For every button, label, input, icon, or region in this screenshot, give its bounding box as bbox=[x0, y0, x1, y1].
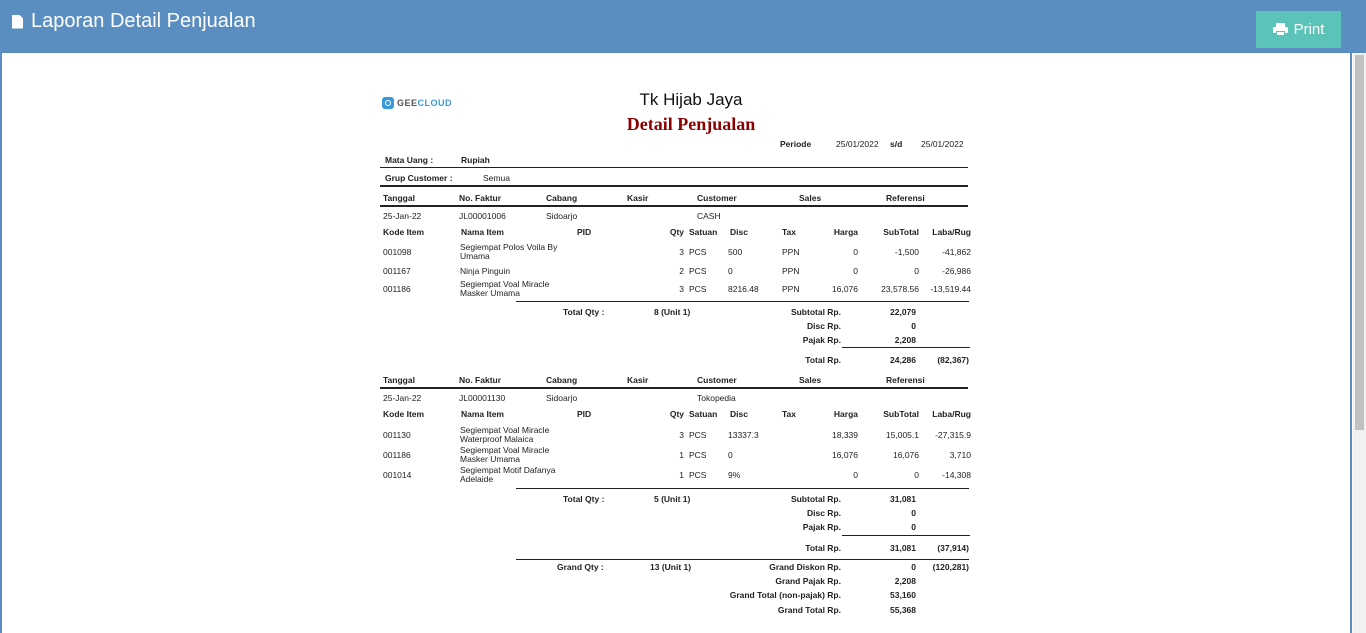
item-header-cell: Qty bbox=[669, 227, 684, 237]
invoice-branch: Sidoarjo bbox=[546, 211, 578, 221]
print-button-label: Print bbox=[1293, 21, 1325, 38]
item-code: 001167 bbox=[383, 266, 411, 276]
disc-value: 0 bbox=[911, 321, 916, 331]
invoice-branch: Sidoarjo bbox=[546, 393, 578, 403]
item-header-cell: Laba/Rug bbox=[932, 227, 971, 237]
invoice-header-cell: Cabang bbox=[546, 375, 578, 385]
grand-diskon-label: Grand Diskon Rp. bbox=[769, 562, 841, 572]
divider bbox=[380, 185, 968, 187]
item-header-cell: Laba/Rug bbox=[932, 409, 971, 419]
disc-label: Disc Rp. bbox=[806, 508, 841, 518]
grand-laba-value: (120,281) bbox=[932, 562, 969, 572]
total-label: Total Rp. bbox=[805, 355, 841, 365]
invoice-number: JL00001006 bbox=[459, 211, 506, 221]
item-header-cell: Kode Item bbox=[383, 227, 425, 237]
grand-qty-value: 13 (Unit 1) bbox=[650, 562, 692, 572]
item-qty: 2 bbox=[679, 266, 684, 276]
item-header-cell: Qty bbox=[669, 409, 684, 419]
invoice-header-cell: Customer bbox=[697, 375, 737, 385]
item-name: Segiempat Voal Miracle bbox=[460, 425, 550, 435]
item-name-continued: Waterproof Malaica bbox=[460, 434, 534, 444]
invoice-header-cell: Kasir bbox=[627, 193, 649, 203]
invoice-header-cell: Sales bbox=[799, 193, 822, 203]
item-header-cell: Satuan bbox=[689, 227, 718, 237]
item-header-cell: Nama Item bbox=[461, 227, 504, 237]
item-header-cell: Harga bbox=[833, 409, 858, 419]
item-header-cell: PID bbox=[577, 227, 592, 237]
item-subtotal: 0 bbox=[914, 470, 919, 480]
item-name-continued: Masker Umama bbox=[460, 288, 520, 298]
page-title-text: Laporan Detail Penjualan bbox=[31, 10, 256, 32]
subtotal-value: 31,081 bbox=[890, 494, 916, 504]
total-qty-value: 8 (Unit 1) bbox=[654, 307, 691, 317]
invoice-header-cell: Cabang bbox=[546, 193, 578, 203]
disc-value: 0 bbox=[911, 508, 916, 518]
grup-customer-label: Grup Customer : bbox=[385, 173, 453, 183]
item-name-continued: Masker Umama bbox=[460, 454, 520, 464]
divider bbox=[842, 347, 970, 348]
item-name: Segiempat Polos Voila By bbox=[460, 242, 558, 252]
grand-qty-label: Grand Qty : bbox=[557, 562, 604, 572]
total-qty-label: Total Qty : bbox=[563, 307, 605, 317]
item-unit: PCS bbox=[689, 247, 707, 257]
pajak-label: Pajak Rp. bbox=[802, 522, 841, 532]
item-header-cell: Harga bbox=[833, 227, 858, 237]
item-header-cell: SubTotal bbox=[883, 227, 919, 237]
item-code: 001186 bbox=[383, 284, 411, 294]
item-price: 18,339 bbox=[832, 430, 858, 440]
item-price: 16,076 bbox=[832, 284, 858, 294]
periode-from: 25/01/2022 bbox=[836, 139, 879, 149]
item-code: 001130 bbox=[383, 430, 411, 440]
item-disc: 500 bbox=[728, 247, 743, 257]
item-price: 16,076 bbox=[832, 450, 858, 460]
item-qty: 3 bbox=[679, 284, 684, 294]
item-tax: PPN bbox=[782, 284, 800, 294]
item-code: 001098 bbox=[383, 247, 412, 257]
disc-label: Disc Rp. bbox=[806, 321, 841, 331]
item-unit: PCS bbox=[689, 284, 707, 294]
invoice-header-cell: Tanggal bbox=[383, 193, 415, 203]
item-header-cell: Satuan bbox=[689, 409, 718, 419]
invoice-header-cell: Referensi bbox=[886, 375, 925, 385]
item-profit: -27,315.9 bbox=[935, 430, 971, 440]
periode-separator: s/d bbox=[890, 139, 903, 149]
mata-uang-value: Rupiah bbox=[461, 155, 490, 165]
total-label: Total Rp. bbox=[805, 543, 841, 553]
total-profit: (82,367) bbox=[937, 355, 969, 365]
divider bbox=[516, 488, 969, 489]
item-subtotal: 0 bbox=[914, 266, 919, 276]
invoice-number: JL00001130 bbox=[459, 393, 506, 403]
mata-uang-label: Mata Uang : bbox=[385, 155, 434, 165]
geecloud-logo bbox=[382, 97, 452, 109]
invoice-header-cell: Customer bbox=[697, 193, 737, 203]
item-name: Segiempat Motif Dafanya bbox=[460, 465, 556, 475]
item-disc: 0 bbox=[728, 450, 733, 460]
item-qty: 3 bbox=[679, 247, 684, 257]
subtotal-label: Subtotal Rp. bbox=[790, 494, 841, 504]
divider bbox=[516, 301, 969, 302]
grand-total-value: 55,368 bbox=[890, 605, 916, 615]
item-price: 0 bbox=[853, 247, 858, 257]
total-qty-label: Total Qty : bbox=[563, 494, 605, 504]
subtotal-label: Subtotal Rp. bbox=[790, 307, 841, 317]
item-code: 001186 bbox=[383, 450, 411, 460]
invoice-header-cell: Kasir bbox=[627, 375, 649, 385]
item-price: 0 bbox=[853, 470, 858, 480]
invoice-header-cell: Tanggal bbox=[383, 375, 415, 385]
item-subtotal: -1,500 bbox=[894, 247, 919, 257]
grand-pajak-label: Grand Pajak Rp. bbox=[775, 576, 841, 586]
item-name: Segiempat Voal Miracle bbox=[460, 445, 550, 455]
grand-nonpajak-label: Grand Total (non-pajak) Rp. bbox=[729, 590, 841, 600]
divider bbox=[516, 559, 969, 560]
item-code: 001014 bbox=[383, 470, 412, 480]
item-header-cell: Tax bbox=[782, 227, 797, 237]
grand-total-label: Grand Total Rp. bbox=[777, 605, 841, 615]
report-title: Detail Penjualan bbox=[626, 114, 756, 134]
item-profit: 3,710 bbox=[949, 450, 971, 460]
divider bbox=[380, 167, 968, 168]
item-header-cell: Tax bbox=[782, 409, 797, 419]
invoice-header-cell: Referensi bbox=[886, 193, 925, 203]
item-header-cell: PID bbox=[577, 409, 592, 419]
periode-label: Periode bbox=[780, 139, 812, 149]
item-subtotal: 15,005.1 bbox=[885, 430, 919, 440]
invoice-header-cell: No. Faktur bbox=[459, 375, 502, 385]
item-name: Ninja Pinguin bbox=[460, 266, 511, 276]
item-subtotal: 16,076 bbox=[893, 450, 919, 460]
item-unit: PCS bbox=[689, 266, 707, 276]
item-unit: PCS bbox=[689, 450, 707, 460]
divider bbox=[842, 535, 970, 536]
item-tax: PPN bbox=[782, 247, 800, 257]
item-price: 0 bbox=[853, 266, 858, 276]
pajak-value: 2,208 bbox=[894, 335, 916, 345]
pajak-label: Pajak Rp. bbox=[802, 335, 841, 345]
total-value: 31,081 bbox=[890, 543, 916, 553]
company-name: Tk Hijab Jaya bbox=[639, 90, 743, 109]
subtotal-value: 22,079 bbox=[890, 307, 916, 317]
item-qty: 1 bbox=[679, 470, 684, 480]
item-unit: PCS bbox=[689, 470, 707, 480]
item-header-cell: SubTotal bbox=[883, 409, 919, 419]
invoice-date: 25-Jan-22 bbox=[383, 211, 422, 221]
total-qty-value: 5 (Unit 1) bbox=[654, 494, 691, 504]
item-header-cell: Kode Item bbox=[383, 409, 425, 419]
item-header-cell: Disc bbox=[730, 227, 748, 237]
item-disc: 0 bbox=[728, 266, 733, 276]
grand-diskon-value: 0 bbox=[911, 562, 916, 572]
item-name-continued: Umama bbox=[460, 251, 490, 261]
item-subtotal: 23,578.56 bbox=[881, 284, 919, 294]
item-profit: -26,986 bbox=[942, 266, 971, 276]
grup-customer-value: Semua bbox=[483, 173, 510, 183]
item-qty: 3 bbox=[679, 430, 684, 440]
item-name-continued: Adelaide bbox=[460, 474, 494, 484]
logo-text-cloud: CLOUD bbox=[417, 98, 453, 108]
periode-to: 25/01/2022 bbox=[921, 139, 964, 149]
item-disc: 9% bbox=[728, 470, 741, 480]
cloud-logo-icon bbox=[382, 97, 394, 109]
invoice-customer: CASH bbox=[697, 211, 721, 221]
invoice-header-cell: No. Faktur bbox=[459, 193, 502, 203]
item-header-cell: Nama Item bbox=[461, 409, 504, 419]
grand-pajak-value: 2,208 bbox=[894, 576, 916, 586]
item-profit: -14,308 bbox=[942, 470, 971, 480]
total-value: 24,286 bbox=[890, 355, 916, 365]
item-qty: 1 bbox=[679, 450, 684, 460]
pajak-value: 0 bbox=[911, 522, 916, 532]
invoice-date: 25-Jan-22 bbox=[383, 393, 422, 403]
total-profit: (37,914) bbox=[937, 543, 969, 553]
item-unit: PCS bbox=[689, 430, 707, 440]
item-disc: 8216.48 bbox=[728, 284, 759, 294]
invoice-customer: Tokopedia bbox=[697, 393, 736, 403]
divider bbox=[380, 205, 968, 207]
item-header-cell: Disc bbox=[730, 409, 748, 419]
item-profit: -13,519.44 bbox=[930, 284, 971, 294]
item-name: Segiempat Voal Miracle bbox=[460, 279, 550, 289]
invoice-header-cell: Sales bbox=[799, 375, 822, 385]
item-profit: -41,862 bbox=[942, 247, 971, 257]
item-tax: PPN bbox=[782, 266, 800, 276]
item-disc: 13337.3 bbox=[728, 430, 759, 440]
divider bbox=[380, 387, 968, 389]
logo-text-gee: GEE bbox=[397, 98, 418, 108]
grand-nonpajak-value: 53,160 bbox=[890, 590, 916, 600]
